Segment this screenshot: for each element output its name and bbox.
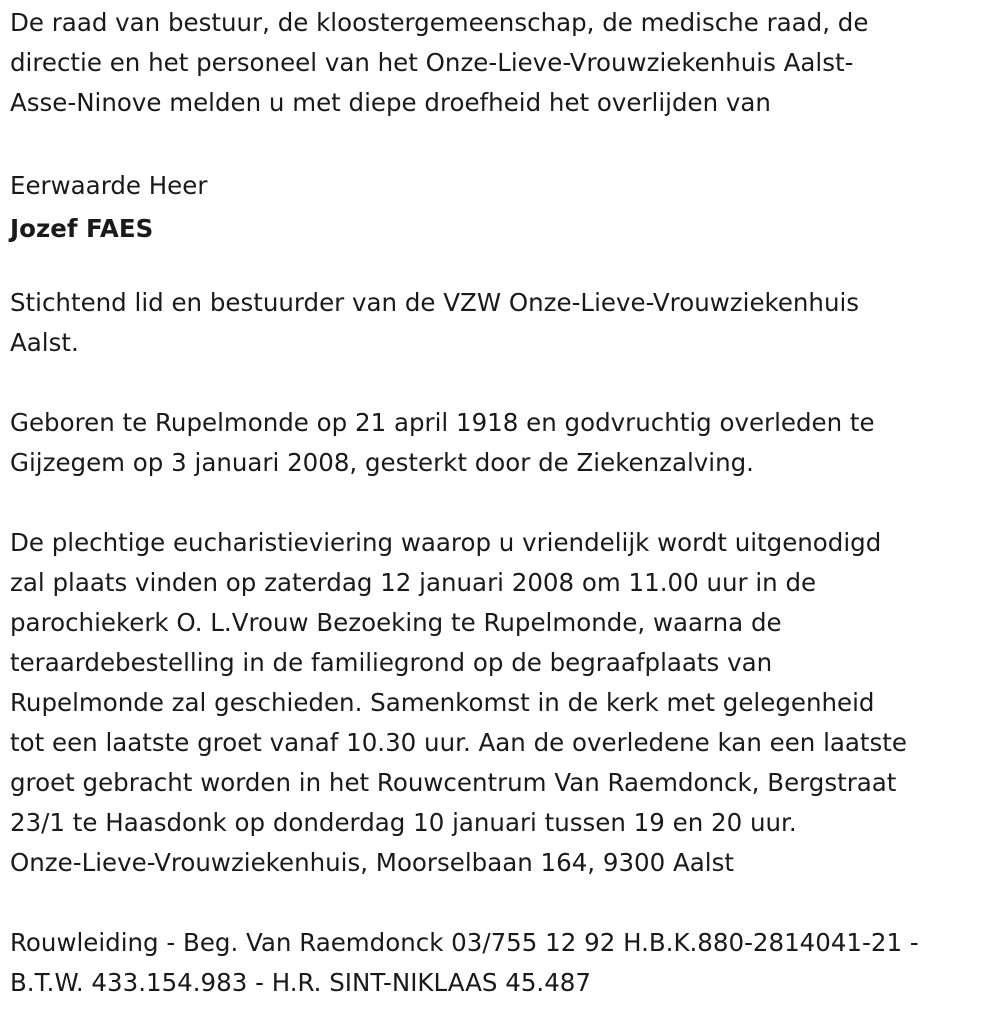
role-paragraph bbox=[10, 283, 995, 363]
ceremony-line: zal plaats vinden op zaterdag 12 januari 2008 om 11.00 uur in de bbox=[10, 568, 817, 597]
spacer bbox=[10, 483, 995, 523]
ceremony-line: tot een laatste groet vanaf 10.30 uur. Aan de overledene kan een laatste bbox=[10, 728, 907, 757]
birth-death-line: Geboren te Rupelmonde op 21 april 1918 en godvruchtig overleden te bbox=[10, 408, 875, 437]
honorific: Eerwaarde Heer bbox=[10, 171, 208, 200]
hospital-address-line: Onze-Lieve-Vrouwziekenhuis, Moorselbaan 164, 9300 Aalst bbox=[10, 848, 734, 877]
ceremony-line: parochiekerk O. L.Vrouw Bezoeking te Rupelmonde, waarna de bbox=[10, 608, 782, 637]
footer-paragraph bbox=[10, 923, 995, 1003]
ceremony-paragraph bbox=[10, 523, 995, 883]
obituary-notice bbox=[10, 3, 995, 1003]
birth-death-paragraph bbox=[10, 403, 995, 483]
ceremony-line: De plechtige eucharistieviering waarop u vriendelijk wordt uitgenodigd bbox=[10, 528, 882, 557]
intro-paragraph bbox=[10, 3, 995, 123]
footer-line: Rouwleiding - Beg. Van Raemdonck 03/755 12 92 H.B.K.880-2814041-21 - bbox=[10, 928, 919, 957]
intro-line: directie en het personeel van het Onze-Lieve-Vrouwziekenhuis Aalst- bbox=[10, 48, 854, 77]
spacer bbox=[10, 363, 995, 403]
ceremony-line: 23/1 te Haasdonk op donderdag 10 januari tussen 19 en 20 uur. bbox=[10, 808, 797, 837]
spacer bbox=[10, 123, 995, 163]
deceased-name: Jozef FAES bbox=[10, 214, 154, 243]
spacer bbox=[10, 243, 995, 283]
role-line: Stichtend lid en bestuurder van de VZW Onze-Lieve-Vrouwziekenhuis bbox=[10, 288, 860, 317]
spacer bbox=[10, 883, 995, 923]
footer-line: B.T.W. 433.154.983 - H.R. SINT-NIKLAAS 45.487 bbox=[10, 968, 591, 997]
ceremony-line: Rupelmonde zal geschieden. Samenkomst in de kerk met gelegenheid bbox=[10, 688, 875, 717]
intro-line: Asse-Ninove melden u met diepe droefheid het overlijden van bbox=[10, 88, 771, 117]
intro-line: De raad van bestuur, de kloostergemeenschap, de medische raad, de bbox=[10, 8, 869, 37]
birth-death-line: Gijzegem op 3 januari 2008, gesterkt door de Ziekenzalving. bbox=[10, 448, 754, 477]
role-line: Aalst. bbox=[10, 328, 79, 357]
ceremony-line: groet gebracht worden in het Rouwcentrum Van Raemdonck, Bergstraat bbox=[10, 768, 897, 797]
ceremony-line: teraardebestelling in de familiegrond op de begraafplaats van bbox=[10, 648, 773, 677]
